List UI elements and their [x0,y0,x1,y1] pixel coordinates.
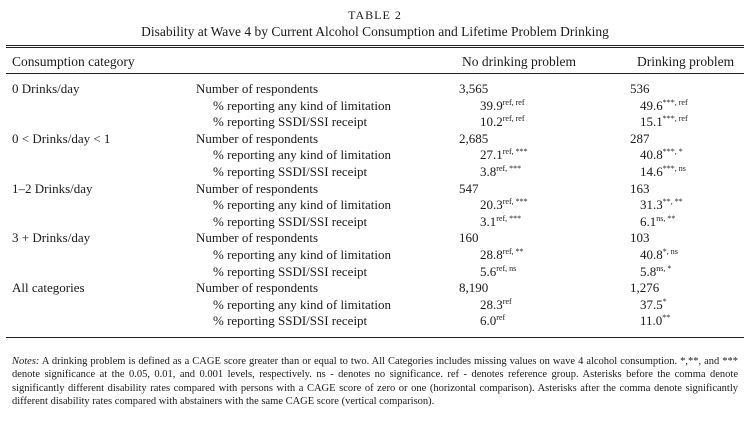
no-problem-value [459,230,479,246]
problem-value [630,280,659,296]
measure-label: % reporting any kind of limitation [213,147,391,163]
cell-value: 163 [630,180,650,196]
measure-label: % reporting any kind of limitation [213,296,391,312]
significance-marker: ***, ref [662,97,688,107]
cell-value: 3.1 [480,213,497,229]
significance-marker: ref, *** [502,197,528,207]
table-row [0,81,750,97]
measure-label: % reporting SSDI/SSI receipt [213,213,368,229]
problem-value [640,297,667,313]
table-row [0,297,750,313]
significance-marker: ref, ref [502,114,525,124]
table-title: Disability at Wave 4 by Current Alcohol Consumption and Lifetime Problem Drinking [141,24,609,39]
cell-value: 40.8 [640,147,663,163]
significance-marker: ***, ns [662,164,686,173]
no-problem-value [480,214,521,230]
cell-value: 49.6 [640,97,663,113]
cell-value: 6.0 [480,313,497,329]
significance-marker: ***, * [662,147,683,157]
no-problem-value [480,313,505,329]
cell-value: 14.6 [640,164,663,179]
measure-label: % reporting any kind of limitation [213,97,391,113]
problem-value [630,131,650,147]
cell-value: 15.1 [640,114,663,130]
cell-value: 28.3 [480,296,503,312]
measure-label: % reporting SSDI/SSI receipt [213,313,368,329]
significance-marker: ref, ns [496,263,517,273]
header-drinking-problem: Drinking problem [637,54,735,69]
category-label: 0 < Drinks/day < 1 [12,130,111,146]
cell-value: 37.5 [640,296,663,312]
cell-value: 1,276 [630,280,660,296]
cell-value: 28.8 [480,247,503,262]
measure-label: Number of respondents [196,230,319,246]
significance-marker: *, ns [662,247,678,256]
header-category: Consumption category [12,54,135,69]
significance-marker: * [662,296,667,306]
measure-label: Number of respondents [196,180,319,196]
no-problem-value [459,131,488,147]
table-label: TABLE 2 [348,8,402,22]
significance-marker: ref, ref [502,97,525,107]
problem-value [640,164,686,180]
table-row [0,264,750,280]
cell-value: 5.6 [480,263,497,279]
no-problem-value [480,147,528,163]
significance-marker: ref, ** [502,247,524,256]
table-row [0,247,750,263]
notes-label: Notes: [12,356,40,367]
significance-marker: ref, *** [496,164,522,173]
measure-label: % reporting SSDI/SSI receipt [213,114,368,130]
notes-text: A drinking problem is defined as a CAGE score greater than or equal to two. All Categories includes missing values on wave 4 alcohol consumption. *,**, and *** denote significance at the 0.05, 0.01, and 0.001 levels, respectively. ns - denotes no significance. ref - denotes reference group. Asterisks before the comma denote significantly different disability rates compared with persons with a CAGE score of zero or one (horizontal comparison). Asterisks after the comma denote significantly different disability rates compared with abstainers with the same CAGE score (vertical comparison). [12,356,738,408]
problem-value [630,230,650,246]
cell-value: 5.8 [640,263,657,279]
cell-value: 2,685 [459,130,489,146]
no-problem-value [480,297,512,313]
measure-label: Number of respondents [196,280,319,296]
cell-value: 20.3 [480,197,503,213]
category-label: 1–2 Drinks/day [12,180,93,196]
cell-value: 39.9 [480,97,503,113]
table-notes [12,355,738,409]
no-problem-value [480,98,525,114]
cell-value: 160 [459,230,479,246]
cell-value: 103 [630,230,650,246]
table-row [0,230,750,246]
table-row [0,114,750,130]
table-row [0,280,750,296]
cell-value: 3,565 [459,81,489,96]
significance-marker: ***, ref [662,114,688,124]
bottom-rule [6,337,744,338]
category-label: All categories [12,280,85,296]
problem-value [640,98,688,114]
header-no-drinking-problem: No drinking problem [462,54,576,69]
cell-value: 536 [630,81,650,96]
significance-marker: ns, * [656,263,672,273]
cell-value: 27.1 [480,147,503,163]
problem-value [640,147,683,163]
no-problem-value [459,181,479,197]
significance-marker: ref [502,296,512,306]
no-problem-value [459,81,488,97]
no-problem-value [480,114,525,130]
problem-value [640,264,671,280]
measure-label: Number of respondents [196,130,319,146]
problem-value [640,197,683,213]
problem-value [630,81,650,97]
measure-label: % reporting SSDI/SSI receipt [213,263,368,279]
problem-value [640,247,678,263]
no-problem-value [459,280,488,296]
table-row [0,164,750,180]
significance-marker: **, ** [662,197,683,207]
cell-value: 547 [459,180,479,196]
table-row [0,197,750,213]
measure-label: % reporting any kind of limitation [213,247,391,262]
table-row [0,313,750,329]
table-row [0,147,750,163]
cell-value: 6.1 [640,213,657,229]
header-rule [6,73,744,74]
measure-label: Number of respondents [196,81,319,96]
cell-value: 3.8 [480,164,497,179]
cell-value: 31.3 [640,197,663,213]
table-row [0,131,750,147]
measure-label: % reporting SSDI/SSI receipt [213,164,368,179]
no-problem-value [480,247,524,263]
category-label: 0 Drinks/day [12,81,80,96]
significance-marker: ref, *** [502,147,528,157]
table-row [0,181,750,197]
cell-value: 8,190 [459,280,489,296]
problem-value [640,114,688,130]
cell-value: 40.8 [640,247,663,262]
problem-value [640,313,670,329]
cell-value: 10.2 [480,114,503,130]
measure-label: % reporting any kind of limitation [213,197,391,213]
cell-value: 11.0 [640,313,663,329]
problem-value [630,181,650,197]
problem-value [640,214,675,230]
significance-marker: ref, *** [496,213,522,223]
cell-value: 287 [630,130,650,146]
table-row [0,98,750,114]
table-row [0,214,750,230]
category-label: 3 + Drinks/day [12,230,91,246]
significance-marker: ** [662,313,671,323]
no-problem-value [480,264,516,280]
significance-marker: ref [496,313,506,323]
top-rule [6,45,744,48]
no-problem-value [480,197,528,213]
significance-marker: ns, ** [656,213,676,223]
no-problem-value [480,164,521,180]
